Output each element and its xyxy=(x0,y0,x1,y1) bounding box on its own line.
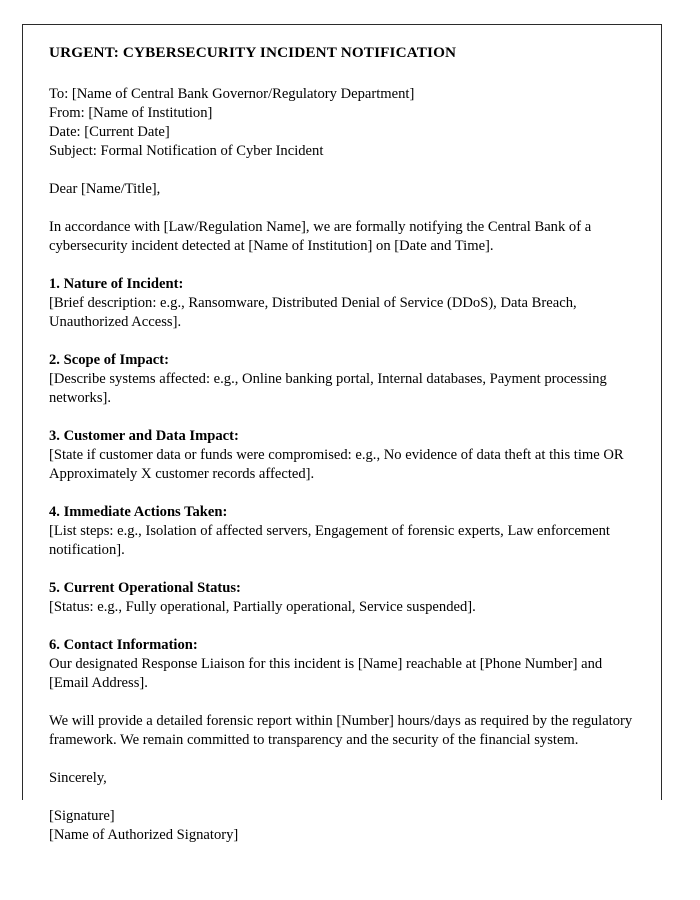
section-text: [List steps: e.g., Isolation of affected servers, Engagement of forensic experts, Law enforcement notification]. xyxy=(49,523,610,558)
document-body xyxy=(49,43,639,845)
header-field-to: To: [Name of Central Bank Governor/Regulatory Department] xyxy=(49,86,415,102)
section-text: [Describe systems affected: e.g., Online banking portal, Internal databases, Payment processing networks]. xyxy=(49,371,607,406)
document-page-frame xyxy=(22,24,662,843)
section-nature-of-incident xyxy=(49,275,639,332)
closing-paragraph: We will provide a detailed forensic report within [Number] hours/days as required by the regulatory framework. We remain committed to transparency and the security of the financial system. xyxy=(49,713,633,748)
section-heading: 6. Contact Information: xyxy=(49,637,198,653)
section-immediate-actions-taken xyxy=(49,503,639,560)
section-heading: 5. Current Operational Status: xyxy=(49,580,241,596)
signatory-name-placeholder: [Name of Authorized Signatory] xyxy=(49,827,239,843)
opening-paragraph: In accordance with [Law/Regulation Name], we are formally notifying the Central Bank of a cybersecurity incident detected at [Name of Institution] on [Date and Time]. xyxy=(49,219,592,254)
salutation: Dear [Name/Title], xyxy=(49,181,161,197)
section-text: Our designated Response Liaison for this incident is [Name] reachable at [Phone Number] and [Email Address]. xyxy=(49,656,603,691)
section-heading: 1. Nature of Incident: xyxy=(49,276,184,292)
section-scope-of-impact xyxy=(49,351,639,408)
section-text: [Brief description: e.g., Ransomware, Distributed Denial of Service (DDoS), Data Breach, Unauthorized Access]. xyxy=(49,295,577,330)
section-heading: 3. Customer and Data Impact: xyxy=(49,428,239,444)
signature-placeholder: [Signature] xyxy=(49,808,115,824)
section-text: [Status: e.g., Fully operational, Partially operational, Service suspended]. xyxy=(49,599,476,615)
header-field-subject: Subject: Formal Notification of Cyber Incident xyxy=(49,143,324,159)
document-header-fields xyxy=(49,85,639,161)
header-field-date: Date: [Current Date] xyxy=(49,124,170,140)
section-contact-information xyxy=(49,636,639,693)
section-customer-and-data-impact xyxy=(49,427,639,484)
section-heading: 4. Immediate Actions Taken: xyxy=(49,504,228,520)
document-title: URGENT: CYBERSECURITY INCIDENT NOTIFICATION xyxy=(49,44,457,61)
signature-block xyxy=(49,807,639,845)
section-text: [State if customer data or funds were compromised: e.g., No evidence of data theft at this time OR Approximately X customer records affected]. xyxy=(49,447,624,482)
header-field-from: From: [Name of Institution] xyxy=(49,105,213,121)
section-heading: 2. Scope of Impact: xyxy=(49,352,169,368)
section-current-operational-status xyxy=(49,579,639,617)
sign-off: Sincerely, xyxy=(49,770,107,786)
